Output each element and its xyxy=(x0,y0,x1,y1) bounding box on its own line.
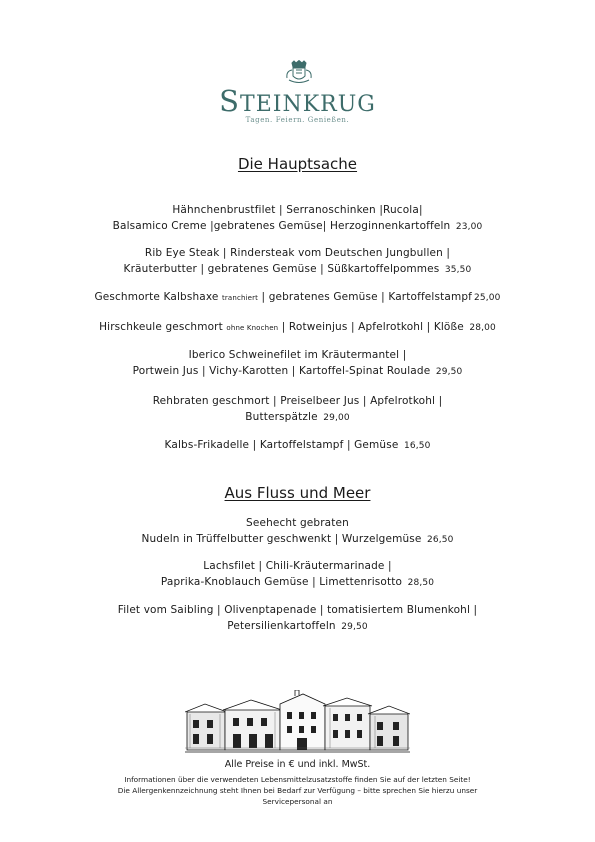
dish-price: 26,50 xyxy=(427,534,454,545)
dish-line: Iberico Schweinefilet im Kräutermantel | xyxy=(188,349,407,361)
dish-item xyxy=(40,438,555,455)
dish-price: 16,50 xyxy=(403,441,431,451)
dish-item xyxy=(40,394,555,426)
dish-price: 35,50 xyxy=(444,264,472,275)
brand-tagline: Tagen. Feiern. Genießen. xyxy=(245,116,350,124)
brand-logo xyxy=(0,84,595,118)
dish-line: Rib Eye Steak | Rindersteak vom Deutschen Jungbullen | xyxy=(144,247,451,259)
dish-item xyxy=(40,559,555,591)
dish-line xyxy=(40,364,555,381)
dish-note: tranchiert xyxy=(222,294,259,302)
dish-line xyxy=(40,619,555,636)
dish-text: Portwein Jus | Vichy-Karotten | Kartoffel-Spinat Roulade xyxy=(132,364,431,377)
dish-line: Lachsfilet | Chili-Kräutermarinade | xyxy=(203,560,392,572)
footer-notes xyxy=(40,774,555,807)
dish-item xyxy=(40,320,555,337)
dish-text: Geschmorte Kalbshaxe xyxy=(94,291,219,303)
allergen-note-cont: Servicepersonal an xyxy=(262,797,333,806)
building-illustration xyxy=(185,690,410,755)
dish-item xyxy=(40,348,555,380)
dish-price: 29,50 xyxy=(435,366,463,377)
dish-text: | Rotweinjus | Apfelrotkohl | Klöße xyxy=(281,321,464,333)
dish-text: Kräuterbutter | gebratenes Gemüse | Süßkartoffelpommes xyxy=(123,262,440,275)
additives-note: Informationen über die verwendeten Lebensmittelzusatzstoffe finden Sie auf der letzten Seite! xyxy=(124,775,471,784)
dish-line xyxy=(40,438,555,455)
dish-price: 23,00 xyxy=(455,221,483,232)
dish-line xyxy=(40,262,555,279)
dish-text: Kalbs-Frikadelle | Kartoffelstampf | Gemüse xyxy=(164,439,399,451)
dish-line: Filet vom Saibling | Olivenptapenade | tomatisiertem Blumenkohl | xyxy=(117,604,478,616)
price-note: Alle Preise in € und inkl. MwSt. xyxy=(224,759,371,770)
dish-price: 28,50 xyxy=(407,577,435,588)
dish-line xyxy=(40,320,555,337)
dish-item xyxy=(40,516,555,548)
dish-note: ohne Knochen xyxy=(226,324,279,332)
dish-line: Rehbraten geschmort | Preiselbeer Jus | Apfelrotkohl | xyxy=(152,395,443,407)
dish-price: 29,50 xyxy=(341,621,368,632)
dish-line xyxy=(40,532,555,549)
brand-name-rest: TEINKRUG xyxy=(240,92,376,117)
dish-item xyxy=(40,603,555,635)
dish-text: Hirschkeule geschmort xyxy=(99,321,223,333)
dish-text: Petersilienkartoffeln xyxy=(227,619,336,632)
section-title-fish: Aus Fluss und Meer xyxy=(224,484,371,502)
allergen-note: Die Allergenkennzeichnung steht Ihnen bei Bedarf zur Verfügung – bitte sprechen Sie hierzu unser xyxy=(117,786,478,795)
dish-text: Balsamico Creme |gebratenes Gemüse| Herzoginnenkartoffeln xyxy=(112,219,451,232)
dish-text: Nudeln in Trüffelbutter geschwenkt | Wurzelgemüse xyxy=(141,532,422,545)
dish-price: 25,00 xyxy=(473,293,501,303)
dish-text: Butterspätzle xyxy=(245,410,318,423)
dish-line xyxy=(40,219,555,236)
dish-price: 28,00 xyxy=(469,323,496,333)
dish-line xyxy=(40,290,555,307)
dish-line: Seehecht gebraten xyxy=(246,517,349,529)
section-title-main: Die Hauptsache xyxy=(237,155,358,173)
dish-line: Hähnchenbrustfilet | Serranoschinken |Rucola| xyxy=(172,204,423,216)
dish-text: | gebratenes Gemüse | Kartoffelstampf xyxy=(261,291,472,303)
dish-item xyxy=(40,203,555,235)
dish-item xyxy=(40,290,555,307)
dish-text: Paprika-Knoblauch Gemüse | Limettenrisotto xyxy=(160,575,403,588)
brand-initial: S xyxy=(219,84,241,118)
dish-price: 29,00 xyxy=(323,412,350,423)
dish-item xyxy=(40,246,555,278)
crest-logo-icon xyxy=(283,60,315,86)
dish-line xyxy=(40,410,555,427)
dish-line xyxy=(40,575,555,592)
